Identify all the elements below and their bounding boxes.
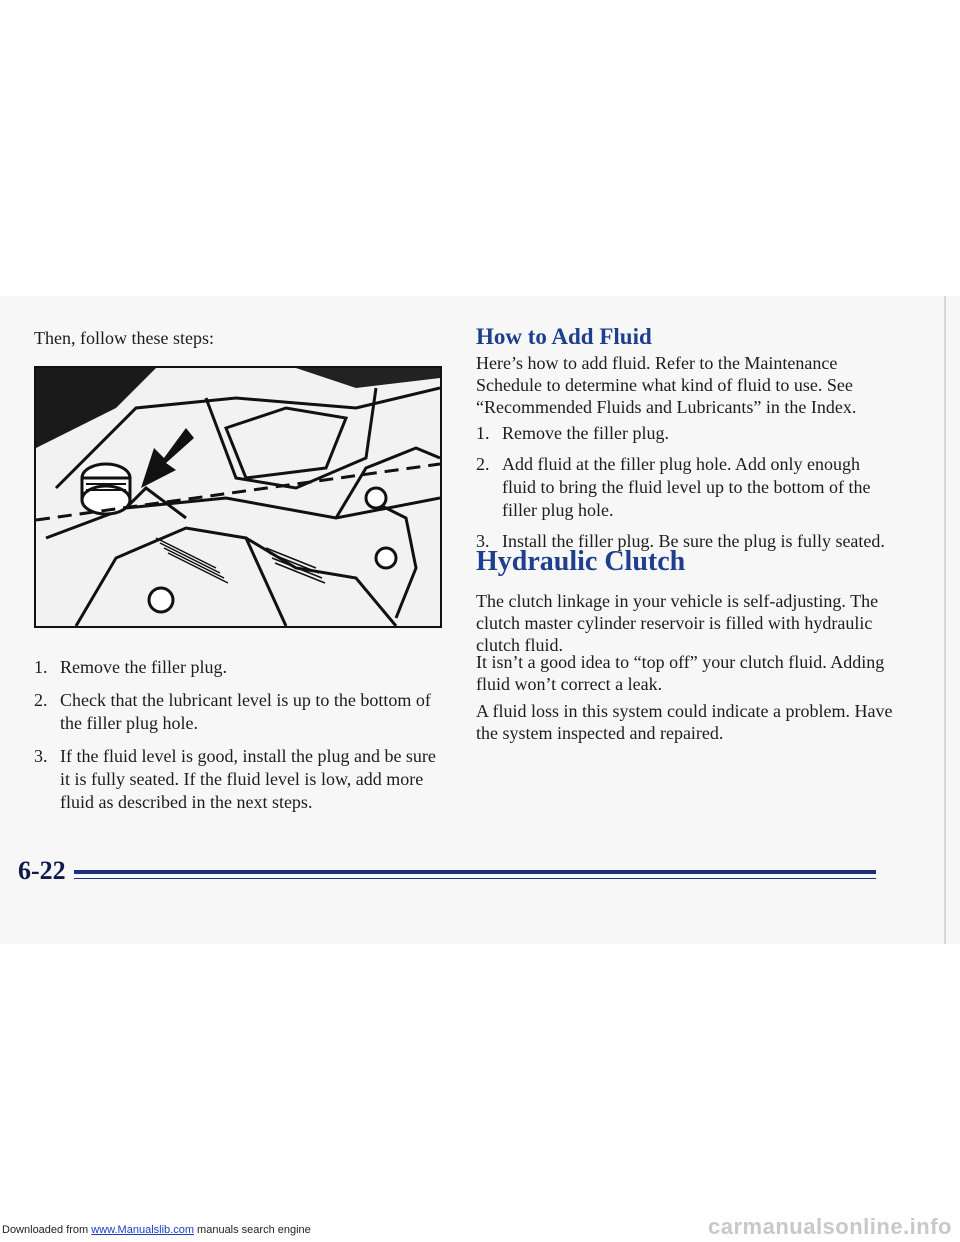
clutch-paragraph-3: A fluid loss in this system could indicate a problem. Have the system inspected and repaired. [476, 701, 893, 743]
watermark: carmanualsonline.info [708, 1214, 952, 1239]
filler-plug-diagram [36, 368, 440, 626]
list-item: 1. Remove the filler plug. [476, 423, 669, 443]
manualslib-link[interactable]: www.Manualslib.com [91, 1224, 194, 1236]
list-item: 1. Remove the filler plug. [34, 657, 227, 677]
list-item: 3. If the fluid level is good, install the plug and be sure it is fully seated. If the fluid level is low, add more fluid as described in the next steps. [34, 746, 436, 812]
page-number: 6-22 [18, 856, 66, 885]
clutch-paragraph-1: The clutch linkage in your vehicle is self-adjusting. The clutch master cylinder reservoir is filled with hydraulic clutch fluid. [476, 591, 879, 655]
heading-hydraulic-clutch: Hydraulic Clutch [476, 546, 686, 577]
transmission-filler-plug-illustration [34, 366, 442, 628]
list-item: 2. Check that the lubricant level is up to the bottom of the filler plug hole. [34, 690, 431, 733]
heading-how-to-add-fluid: How to Add Fluid [476, 324, 652, 349]
list-item: 3. Install the filler plug. Be sure the plug is fully seated. [476, 531, 885, 551]
footer-rule-thin [74, 878, 876, 879]
check-steps-list [34, 656, 444, 824]
download-banner: Downloaded from www.Manualslib.com manuals search engine [2, 1224, 311, 1236]
filler-plug [82, 464, 130, 514]
list-item: 2. Add fluid at the filler plug hole. Add only enough fluid to bring the fluid level up to the bottom of the filler plug hole. [476, 454, 871, 520]
add-fluid-steps-list [476, 422, 896, 561]
clutch-paragraph-2: It isn’t a good idea to “top off” your clutch fluid. Adding fluid won’t correct a leak. [476, 652, 885, 694]
footer-rule [74, 870, 876, 874]
add-fluid-intro: Here’s how to add fluid. Refer to the Maintenance Schedule to determine what kind of fluid to use. See “Recommended Fluids and Lubricants” in the Index. [476, 353, 857, 417]
intro-text: Then, follow these steps: [34, 328, 214, 348]
page-edge [944, 296, 946, 944]
